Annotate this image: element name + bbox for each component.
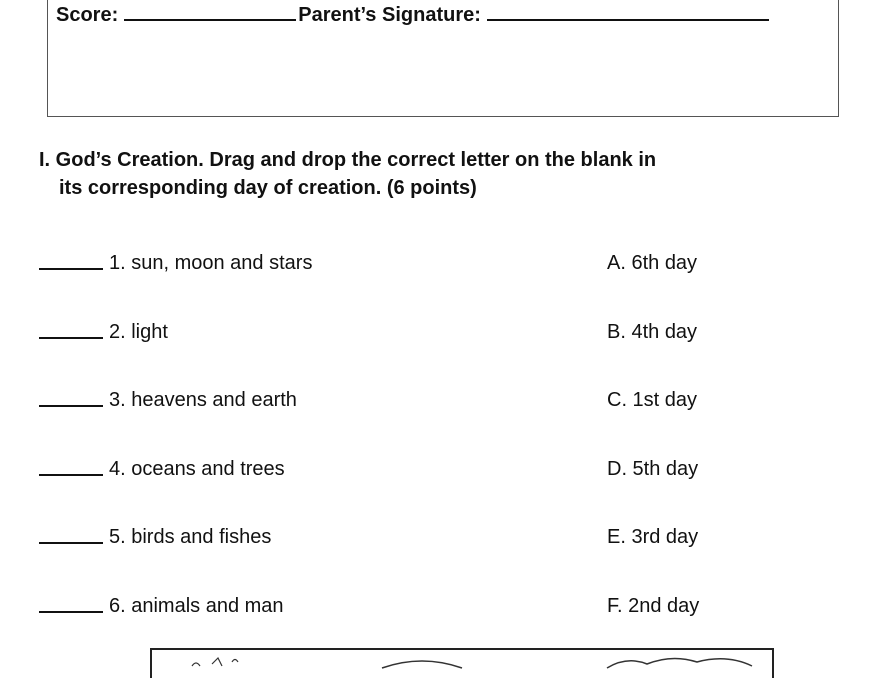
item-text-1: 1. sun, moon and stars xyxy=(109,252,313,274)
choice-f[interactable]: F. 2nd day xyxy=(607,595,700,617)
item-text-6: 6. animals and man xyxy=(109,595,284,617)
answer-blank-6[interactable] xyxy=(39,611,103,613)
item-text-4: 4. oceans and trees xyxy=(109,458,285,480)
creation-illustration xyxy=(152,650,774,678)
choice-a[interactable]: A. 6th day xyxy=(607,252,698,274)
signature-blank[interactable] xyxy=(487,3,769,21)
answer-blank-5[interactable] xyxy=(39,542,103,544)
instructions-line-2: its corresponding day of creation. (6 points) xyxy=(59,177,477,199)
header-box xyxy=(47,0,839,117)
signature-label: Parent’s Signature: xyxy=(298,4,481,26)
score-signature-row xyxy=(56,3,771,27)
list-item xyxy=(39,389,839,419)
item-text-2: 2. light xyxy=(109,321,168,343)
score-blank[interactable] xyxy=(124,3,296,21)
answer-blank-3[interactable] xyxy=(39,405,103,407)
list-item xyxy=(39,252,839,282)
choice-c[interactable]: C. 1st day xyxy=(607,389,698,411)
instructions-line-1: I. God’s Creation. Drag and drop the correct letter on the blank in xyxy=(39,149,657,171)
score-label: Score: xyxy=(56,4,119,26)
item-text-3: 3. heavens and earth xyxy=(109,389,297,411)
answer-blank-1[interactable] xyxy=(39,268,103,270)
list-item xyxy=(39,321,839,351)
choice-e[interactable]: E. 3rd day xyxy=(607,526,699,548)
choice-b[interactable]: B. 4th day xyxy=(607,321,698,343)
list-item xyxy=(39,458,839,488)
choice-d[interactable]: D. 5th day xyxy=(607,458,699,480)
illustration-frame xyxy=(150,648,774,678)
item-text-5: 5. birds and fishes xyxy=(109,526,272,548)
list-item xyxy=(39,526,839,556)
instructions xyxy=(39,146,799,202)
answer-blank-4[interactable] xyxy=(39,474,103,476)
list-item xyxy=(39,595,839,625)
answer-blank-2[interactable] xyxy=(39,337,103,339)
